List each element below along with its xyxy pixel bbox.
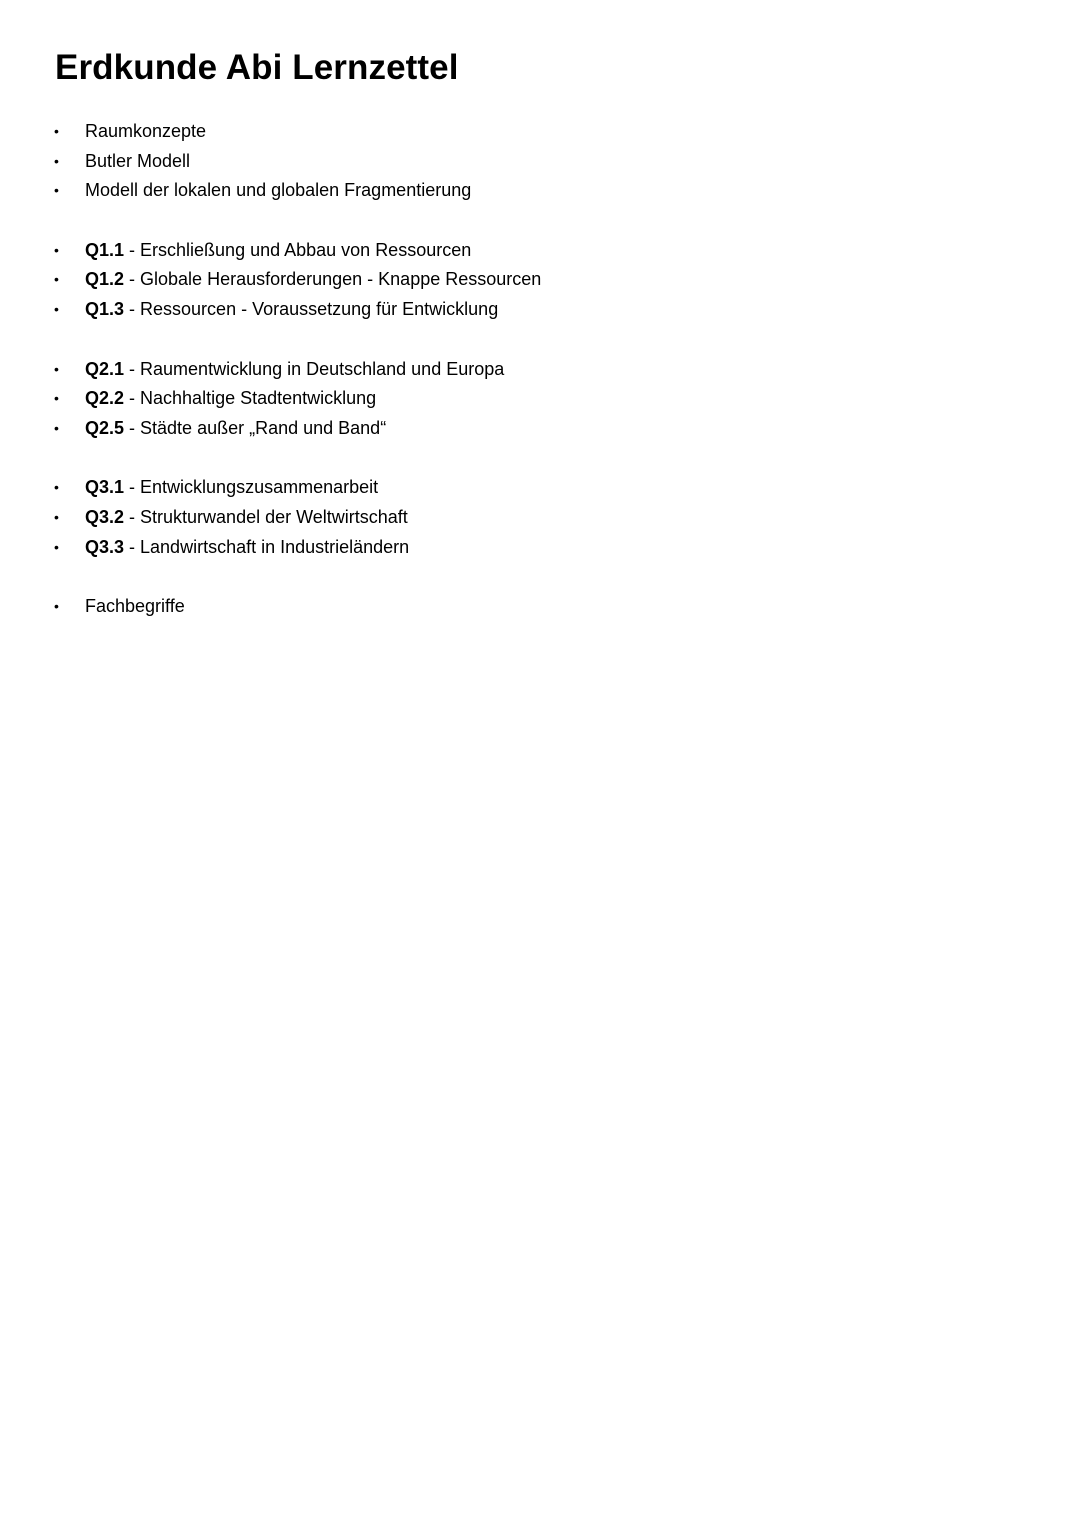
topic-group [0,236,1080,325]
topic-code: Q1.3 [85,299,125,320]
topic-text: - Ressourcen - Voraussetzung für Entwicklung [124,299,499,320]
topic-group [0,473,1080,562]
topic-text: - Landwirtschaft in Industrieländern [124,536,410,557]
list-item [0,176,1080,206]
document-title: Erdkunde Abi Lernzettel [55,48,459,87]
bullet-icon: • [54,152,59,169]
topic-code: Q3.3 [85,536,125,557]
bullet-icon: • [54,123,59,139]
topic-group [0,592,1080,622]
bullet-icon: • [54,538,59,555]
list-item [0,473,1080,503]
topic-text: - Raumentwicklung in Deutschland und Europa [124,358,505,379]
topic-text: - Nachhaltige Stadtentwicklung [124,388,377,409]
topic-text: - Städte außer „Rand und Band“ [124,417,387,438]
bullet-icon: • [54,241,59,258]
list-item [0,117,1080,147]
topic-text: - Globale Herausforderungen - Knappe Ressourcen [124,269,542,290]
list-item [0,295,1080,325]
list-item [0,503,1080,533]
list-item [0,265,1080,295]
list-item [0,355,1080,385]
topic-code: Q2.2 [85,388,125,409]
topic-text: - Entwicklungszusammenarbeit [124,477,379,498]
topic-code: Q3.1 [85,477,125,498]
topic-group [0,117,1080,206]
bullet-icon: • [54,390,59,407]
list-item [0,384,1080,414]
bullet-icon: • [54,301,59,318]
list-item [0,236,1080,266]
bullet-icon: • [54,182,59,199]
bullet-icon: • [54,508,59,525]
topic-text: - Erschließung und Abbau von Ressourcen [124,239,472,260]
list-item [0,414,1080,444]
topic-code: Q1.2 [85,269,125,290]
list-item [0,592,1080,622]
topic-list [0,117,1080,651]
bullet-icon: • [54,479,59,496]
bullet-icon: • [54,419,59,436]
topic-text: Fachbegriffe [85,596,185,616]
topic-code: Q2.1 [85,358,125,379]
topic-code: Q1.1 [85,239,125,260]
topic-code: Q2.5 [85,417,125,438]
topic-text: Raumkonzepte [85,121,207,141]
topic-text: Modell der lokalen und globalen Fragmentierung [85,180,472,201]
topic-text: - Strukturwandel der Weltwirtschaft [124,506,408,527]
topic-group [0,355,1080,444]
bullet-icon: • [54,271,59,288]
topic-code: Q3.2 [85,506,125,527]
topic-text: Butler Modell [85,150,191,171]
list-item [0,147,1080,177]
list-item [0,533,1080,563]
bullet-icon: • [54,360,59,377]
bullet-icon: • [54,598,59,614]
